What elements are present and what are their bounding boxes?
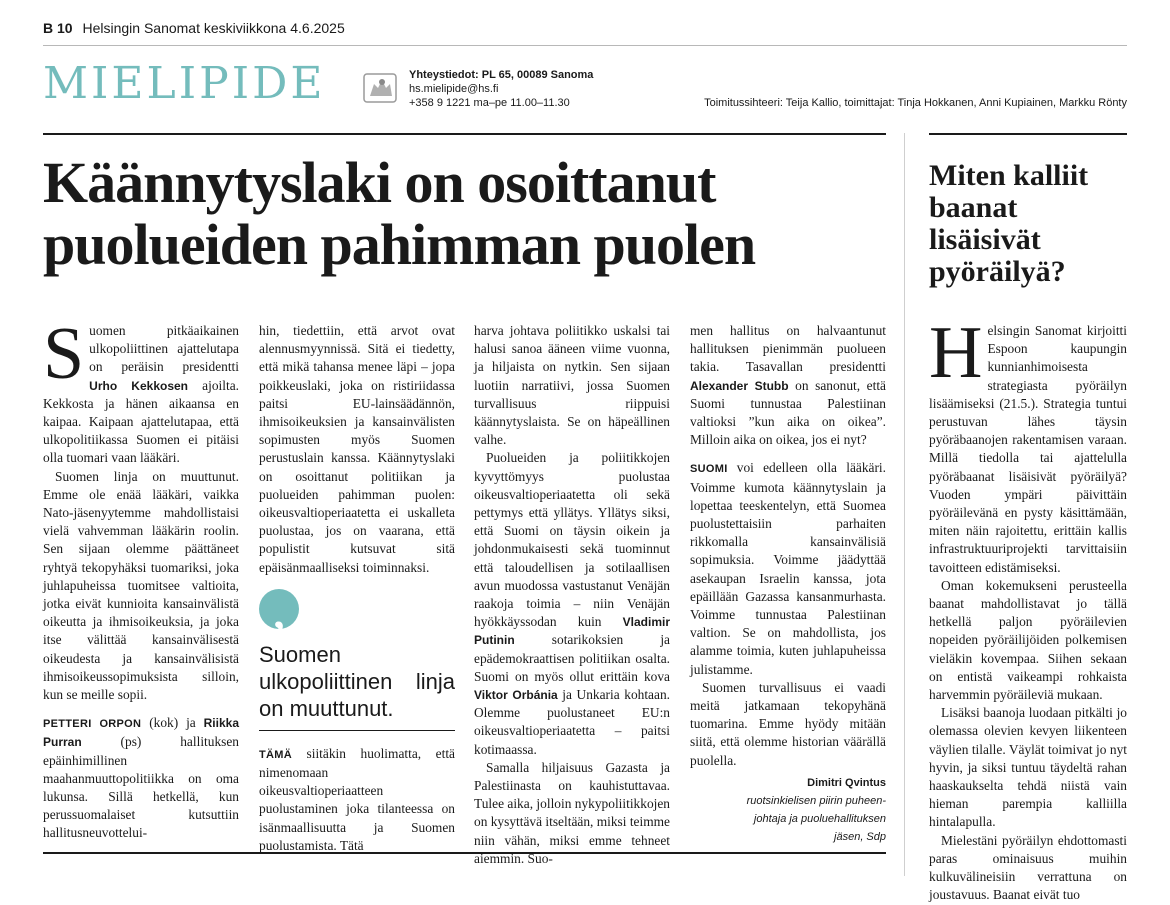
text-run: uomen pitkäaikainen ulkopoliittinen ajattelutapa on peräisin presidentti — [89, 323, 239, 375]
contact-info — [409, 68, 593, 110]
paragraph: Suomen turvallisuus ei vaadi meitä jatkamaan tekopyhänä tuomarina. Emme hyödy mitään siitä, että olemme historian väärällä puolella. — [690, 679, 886, 768]
person-name: Vladimir Putinin — [474, 615, 670, 648]
person-name: Riikka Purran — [43, 716, 239, 750]
paragraph: hin, tiedettiin, että arvot ovat alennusmyynnissä. Sitä ei tiedetty, että mikä tahansa menee läpi – jopa poikkeuslaki, joka on ristiriidassa paitsi EU-lainsäädännön, ihmisoikeuksien ja kansainvälisten sopimusten myös Suomen perustuslain kanssa. Käännytyslaki on osoittanut politiikan ja puolueiden pahimman puolen: oikeusvaltioperiaatetta ei uskalleta puolustaa, jos on vaarana, että populistit kutsuvat sitä epäisänmaalliseksi toiminnaksi. — [259, 323, 455, 575]
lead-in: SUOMI — [690, 463, 728, 476]
paragraph — [43, 313, 239, 468]
text-run: on sanonut, että Suomi tunnustaa Palestiinan valtioksi ”kun aika on oikea”. Milloin aika on oikea, jos ei nyt? — [690, 377, 886, 448]
page-number: B 10 — [43, 20, 73, 36]
paragraph — [43, 714, 239, 842]
text-run: ajoilta. Kekkosta ja hänen aikaansa en kaipaa. Kaipaan ajattelutapaa, että ulkopolitiikassa Suomen ei pitäisi olla tuomari vaan lääkäri. — [43, 377, 239, 466]
lion-emblem-icon — [362, 70, 398, 106]
pull-quote: Suomen ulkopoliittinen linja on muuttunut. — [259, 641, 455, 731]
main-headline: Käännytyslaki on osoittanut puolueiden pahimman puolen — [43, 150, 756, 277]
text-run: ja Unkaria kohtaan. Olemme puolustaneet EU:n oikeusvaltioperiaatetta – paitsi kotimaassa. — [474, 687, 670, 757]
person-name: Urho Kekkosen — [89, 378, 189, 393]
text-run: elsingin Sanomat kirjoitti Espoon kaupungin kunnianhimoisesta strategiasta pyöräilyn lisäämiseksi (21.5.). Strategia tuntui perustuvan lähes täysin pyöräbaanojen rakentamisen varaan. Millä tiedolla tai ajattelulla pyöräbaanat lisäisivät pyöräilyä? Vuoden ympäri päivittäin pyöräilevänä en pysty käsittämään, miten näin rajoitettu, erittäin kallis infrastruktuuriprojekti tarvittaisiin tavoitteen edistämiseksi. — [929, 323, 1127, 575]
page-header — [43, 20, 1127, 46]
text-run: siitäkin huolimatta, että nimenomaan oikeusvaltioperiaatteen puolustaminen joka tilanteessa on isänmaallisuutta ja Suomen puolustamista. Tätä — [259, 745, 455, 853]
contact-address: Yhteystiedot: PL 65, 00089 Sanoma — [409, 69, 594, 81]
text-run: sotarikoksien ja epädemokraattisen politiikan osalta. Suomi on myös ollut erittäin kova — [474, 632, 670, 684]
paragraph: Lisäksi baanoja luodaan pitkälti jo olemassa olevien kevyen liikenteen väylien tilalle. Väylät toimivat jo nyt hyvin, ja siksi tuntuu täydeltä rahan haaskaukselta tehdä niistä vain hieman parempia kalliilla hintalapulla. — [929, 705, 1127, 830]
paragraph — [690, 322, 886, 449]
publication-date: Helsingin Sanomat keskiviikkona 4.6.2025 — [82, 20, 345, 36]
text-run: voi edelleen olla lääkäri. Voimme kumota käännytyslain ja lopettaa teeskentelyn, että Suomea puolustettaisiin parhaiten rikkomalla kansainvälisiä sopimuksia. Voimme jäädyttää asekaupan Israelin kanssa, jota epäillään Gazassa kansanmurhasta. Voimme tunnustaa Palestiinan valtion. Se on mahdollista, jos alamme toimia, kuten juhlapuheissa julistamme. — [690, 460, 886, 677]
text-run: Puolueiden ja poliitikkojen kyvyttömyys puolustaa oikeusvaltioperiaatetta oli sekä pettymys että yllätys. Yllätys siksi, että Suomi on täysin oikein ja johdonmukaisesti sekä tuominnut että taloudellisen ja sotilaallisen avun muodossa vastustanut Venäjän raakoja toimia – niin Venäjän hyökkäyssodan kuin — [474, 450, 670, 630]
paragraph: Samalla hiljaisuus Gazasta ja Palestiinasta on kauhistuttavaa. Tulee aika, jolloin nykypoliitikkojen on kysyttävä itseltään, miksi teimme niin vähän, miksi emme tehneet aiemmin. Suo- — [474, 759, 670, 866]
paragraph: Suomen linja on muuttunut. Emme ole enää lääkäri, vaikka Nato-jäsenyytemme mahdollistaisi vielä vahvemman lääkärin roolin. Sen sijaan olemme päättäneet ryhtyä tekopyhäksi tuomariksi, joka juhlapuheissa tuomitsee valtioita, jotka eivät kunnioita kansainvälistä oikeutta ja ihmisoikeuksia, ja joka itse välittää kansainvälisestä oikeudesta ja kansainvälisistä ihmisoikeussopimuksista silloin, kun se meille sopii. — [43, 468, 239, 703]
article-column-3 — [474, 322, 670, 866]
top-rule — [43, 133, 886, 135]
side-article-column — [929, 312, 1127, 903]
paragraph — [929, 312, 1127, 577]
side-headline: Miten kalliit baanat lisäisivät pyöräilyä? — [929, 159, 1089, 288]
article-column-4 — [690, 322, 886, 844]
lead-in: TÄMÄ — [259, 748, 292, 761]
article-column-1 — [43, 313, 239, 844]
text-run: men hallitus on halvaantunut hallituksen pienimmän puolueen takia. Tasavallan presidentti — [690, 323, 886, 375]
author-role: johtaja ja puoluehallituksen — [753, 812, 886, 825]
author-role: jäsen, Sdp — [834, 830, 886, 843]
paragraph — [690, 459, 886, 678]
author-role: ruotsinkielisen piirin puheen- — [746, 794, 886, 807]
person-name: Viktor Orbánia — [474, 688, 558, 703]
staff-credits: Toimitussihteeri: Teija Kallio, toimittajat: Tinja Hokkanen, Anni Kupiainen, Markku Rönty — [704, 97, 1127, 109]
section-title: MIELIPIDE — [43, 58, 326, 109]
side-top-rule — [929, 133, 1127, 135]
paragraph: Oman kokemukseni perusteella baanat mahdollistavat jo tällä hetkellä paljon pyöräilevien nopeiden pyöräilijöiden polkemisen vieläkin kovempaa. Siihen sekaan on entistä vaikeampi rohkaista harvemmin pyöräileviä mukaan. — [929, 577, 1127, 703]
article-column-2 — [259, 322, 455, 853]
paragraph: harva johtava poliitikko uskalsi tai halusi sanoa ääneen viime vuonna, ja hiljaista on nytkin. Sen sijaan luotiin narratiivi, jossa Suomen turvallisuus riippuisi käännytyslaista. Se on häpeällinen valhe. — [474, 323, 670, 448]
text-run: (kok) ja — [141, 715, 204, 731]
author-name: Dimitri Qvintus — [807, 776, 886, 789]
lead-in: PETTERI ORPON — [43, 718, 142, 731]
bottom-rule — [43, 852, 886, 854]
text-run: (ps) hallituksen epäinhimillinen maahanmuuttopolitiikka on oma lukunsa. Sillä hetkellä, kun perussuomalaiset kutsuttiin hallitusneuvottelui- — [43, 734, 239, 841]
quote-mark-icon: , — [259, 589, 299, 629]
drop-cap: H — [929, 312, 983, 394]
paragraph — [474, 449, 670, 758]
column-divider — [904, 133, 905, 876]
drop-cap: S — [43, 313, 85, 395]
person-name: Alexander Stubb — [690, 378, 789, 393]
author-signature — [690, 774, 886, 846]
contact-phone: +358 9 1221 ma–pe 11.00–11.30 — [409, 97, 570, 109]
contact-email[interactable]: hs.mielipide@hs.fi — [409, 83, 499, 95]
paragraph — [259, 745, 455, 855]
paragraph: Mielestäni pyöräilyn ehdottomasti paras ominaisuus muihin kulkuvälineisiin verrattuna on joustavuus. Baanat eivät tuo — [929, 832, 1127, 903]
